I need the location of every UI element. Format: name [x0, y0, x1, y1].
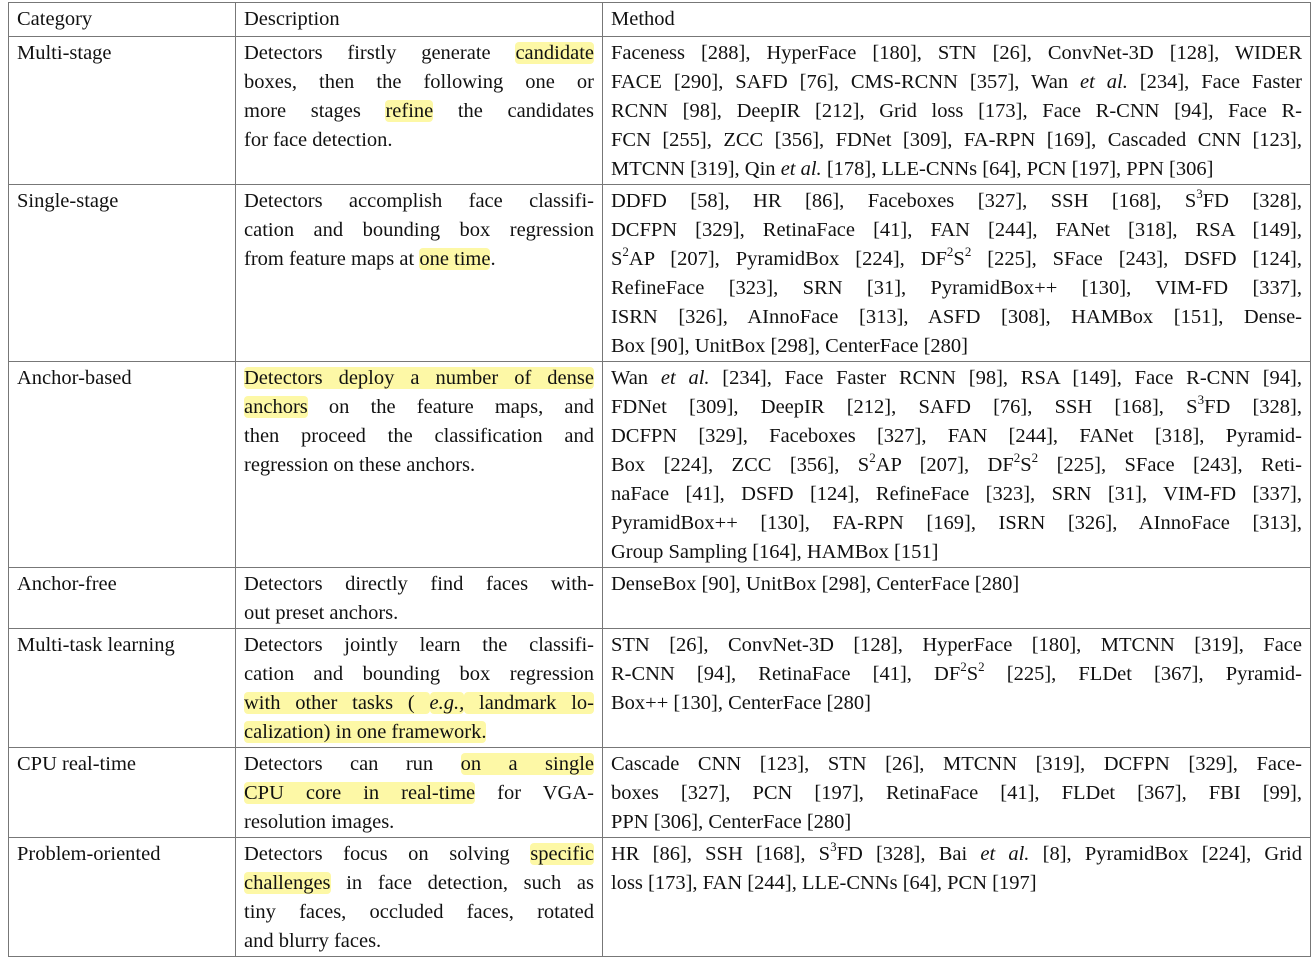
method-cell	[603, 185, 1311, 362]
highlighted-text: candidate	[515, 42, 594, 64]
table-row	[9, 185, 1311, 362]
highlighted-text: anchors	[244, 396, 308, 418]
text-line	[611, 39, 1302, 68]
text-segment: for face detection.	[244, 129, 393, 151]
header-method: Method	[603, 3, 1311, 37]
text-segment: Detectors jointly learn the classifi-	[244, 634, 594, 656]
text-line	[611, 509, 1302, 538]
text-segment: [234], Face Faster RCNN [98], RSA [149], Face R-CNN [94],	[709, 367, 1302, 389]
text-segment: and blurry faces.	[244, 930, 382, 952]
highlighted-text: landmark lo-	[464, 692, 594, 714]
highlighted-italic-text: e.g.,	[429, 692, 465, 714]
text-segment: PPN [306], CenterFace [280]	[611, 811, 852, 833]
highlighted-text: one time	[419, 248, 491, 270]
text-segment: AP [207], DF	[875, 454, 1014, 476]
text-line	[244, 779, 594, 808]
text-line	[611, 840, 1302, 869]
text-segment: STN [26], ConvNet-3D [128], HyperFace [180], MTCNN [319], Face	[611, 634, 1302, 656]
highlighted-text: calization) in one framework.	[244, 721, 487, 743]
text-segment: FD [328],	[1202, 190, 1302, 212]
text-segment: ISRN [326], AInnoFace [313], ASFD [308], HAMBox [151], Dense-	[611, 306, 1302, 328]
text-line	[244, 808, 594, 837]
text-segment: loss [173], FAN [244], LLE-CNNs [64], PCN [197]	[611, 872, 1037, 894]
table-row	[9, 37, 1311, 185]
superscript: 2	[964, 244, 972, 259]
text-line	[244, 245, 594, 274]
text-segment: FACE [290], SAFD [76], CMS-RCNN [357], Wan	[611, 71, 1081, 93]
superscript: 2	[946, 244, 954, 259]
text-line	[244, 750, 594, 779]
text-segment: RefineFace [323], SRN [31], PyramidBox++ [130], VIM-FD [337],	[611, 277, 1302, 299]
description-cell	[236, 748, 603, 838]
method-cell	[603, 838, 1311, 957]
category-cell: Anchor-based	[9, 362, 236, 568]
superscript: 2	[1031, 450, 1039, 465]
text-line	[611, 303, 1302, 332]
text-segment: Detectors directly find faces with-	[244, 573, 594, 595]
text-line	[244, 718, 594, 747]
text-segment: boxes [327], PCN [197], RetinaFace [41], FLDet [367], FBI [99],	[611, 782, 1302, 804]
text-segment: FD [328],	[1204, 396, 1303, 418]
category-cell: CPU real-time	[9, 748, 236, 838]
header-description: Description	[236, 3, 603, 37]
text-line	[611, 364, 1302, 393]
text-segment: for VGA-	[475, 782, 594, 804]
text-segment: Cascade CNN [123], STN [26], MTCNN [319], DCFPN [329], Face-	[611, 753, 1302, 775]
category-cell: Multi-task learning	[9, 629, 236, 748]
text-line	[611, 779, 1302, 808]
text-segment: R-CNN [94], RetinaFace [41], DF	[611, 663, 961, 685]
text-segment: naFace [41], DSFD [124], RefineFace [323], SRN [31], VIM-FD [337],	[611, 483, 1302, 505]
text-segment: resolution images.	[244, 811, 395, 833]
text-line	[611, 216, 1302, 245]
text-segment: .	[490, 248, 496, 270]
text-segment: S	[966, 663, 979, 685]
text-segment: RCNN [98], DeepIR [212], Grid loss [173], Face R-CNN [94], Face R-	[611, 100, 1302, 122]
description-cell	[236, 37, 603, 185]
text-line	[611, 97, 1302, 126]
text-segment: [8], PyramidBox [224], Grid	[1029, 843, 1302, 865]
text-line	[611, 538, 1302, 567]
text-line	[244, 451, 594, 480]
table-row	[9, 362, 1311, 568]
text-line	[244, 364, 594, 393]
text-line	[244, 68, 594, 97]
italic-text: et al.	[660, 367, 710, 389]
text-line	[611, 689, 1302, 718]
text-segment: from feature maps at	[244, 248, 420, 270]
text-segment: DDFD [58], HR [86], Faceboxes [327], SSH [168], S	[611, 190, 1197, 212]
superscript: 2	[622, 244, 629, 259]
text-line	[611, 155, 1302, 184]
text-line	[611, 660, 1302, 689]
text-line	[244, 840, 594, 869]
text-segment: cation and bounding box regression	[244, 663, 594, 685]
highlighted-text: with other tasks (	[244, 692, 430, 714]
text-line	[244, 660, 594, 689]
text-segment: Box [90], UnitBox [298], CenterFace [280]	[611, 335, 968, 357]
superscript: 2	[978, 659, 985, 674]
text-segment: S	[1020, 454, 1032, 476]
text-line	[244, 631, 594, 660]
highlighted-text: on a single	[460, 753, 594, 775]
text-line	[244, 422, 594, 451]
text-line	[611, 631, 1302, 660]
text-line	[611, 869, 1302, 898]
text-segment: S	[611, 248, 623, 270]
description-cell	[236, 568, 603, 629]
text-segment: FDNet [309], DeepIR [212], SAFD [76], SSH [168], S	[611, 396, 1198, 418]
text-segment: Detectors accomplish face classifi-	[244, 190, 594, 212]
text-segment: tiny faces, occluded faces, rotated	[244, 901, 594, 923]
description-cell	[236, 629, 603, 748]
text-line	[611, 808, 1302, 837]
description-cell	[236, 838, 603, 957]
text-segment: Group Sampling [164], HAMBox [151]	[611, 541, 939, 563]
text-segment: DenseBox [90], UnitBox [298], CenterFace [280]	[611, 573, 1020, 595]
category-cell: Single-stage	[9, 185, 236, 362]
superscript: 3	[830, 839, 837, 854]
text-line	[611, 422, 1302, 451]
text-segment: FD [328], Bai	[836, 843, 981, 865]
text-line	[611, 332, 1302, 361]
text-line	[611, 451, 1302, 480]
text-line	[244, 39, 594, 68]
text-line	[611, 245, 1302, 274]
text-segment: on the feature maps, and	[307, 396, 594, 418]
text-segment: [234], Face Faster	[1127, 71, 1302, 93]
text-segment: Box++ [130], CenterFace [280]	[611, 692, 871, 714]
text-segment: S	[953, 248, 965, 270]
text-segment: [225], SFace [243], DSFD [124],	[971, 248, 1302, 270]
text-line	[244, 216, 594, 245]
superscript: 3	[1196, 186, 1203, 201]
method-cell	[603, 748, 1311, 838]
text-line	[244, 898, 594, 927]
method-cell	[603, 37, 1311, 185]
italic-text: et al.	[780, 158, 822, 180]
table-row	[9, 568, 1311, 629]
text-line	[244, 599, 594, 628]
text-segment: DCFPN [329], Faceboxes [327], FAN [244], FANet [318], Pyramid-	[611, 425, 1302, 447]
table-header-row	[9, 3, 1311, 37]
text-segment: Detectors focus on solving	[244, 843, 531, 865]
table-row	[9, 838, 1311, 957]
highlighted-text: challenges	[244, 872, 331, 894]
text-line	[611, 393, 1302, 422]
text-segment: boxes, then the following one or	[244, 71, 594, 93]
text-segment: then proceed the classification and	[244, 425, 594, 447]
superscript: 2	[1013, 450, 1021, 465]
text-line	[611, 187, 1302, 216]
face-detector-category-table	[8, 2, 1311, 957]
text-segment: cation and bounding box regression	[244, 219, 594, 241]
method-cell	[603, 629, 1311, 748]
category-cell: Problem-oriented	[9, 838, 236, 957]
method-cell	[603, 568, 1311, 629]
text-segment: Box [224], ZCC [356], S	[611, 454, 870, 476]
table-row	[9, 629, 1311, 748]
table-row	[9, 748, 1311, 838]
text-segment: in face detection, such as	[330, 872, 594, 894]
text-segment: Wan	[611, 367, 661, 389]
text-line	[611, 274, 1302, 303]
text-line	[611, 750, 1302, 779]
text-segment: PyramidBox++ [130], FA-RPN [169], ISRN [326], AInnoFace [313],	[611, 512, 1302, 534]
italic-text: et al.	[1080, 71, 1128, 93]
text-segment: DCFPN [329], RetinaFace [41], FAN [244], FANet [318], RSA [149],	[611, 219, 1302, 241]
text-line	[611, 570, 1302, 599]
text-segment: the candidates	[433, 100, 594, 122]
text-segment: Detectors firstly generate	[244, 42, 516, 64]
highlighted-text: CPU core in real-time	[244, 782, 476, 804]
text-segment: HR [86], SSH [168], S	[611, 843, 831, 865]
text-line	[611, 68, 1302, 97]
superscript: 2	[869, 450, 876, 465]
method-cell	[603, 362, 1311, 568]
text-segment: MTCNN [319], Qin	[611, 158, 781, 180]
superscript: 2	[960, 659, 967, 674]
header-category: Category	[9, 3, 236, 37]
category-cell: Anchor-free	[9, 568, 236, 629]
text-line	[244, 126, 594, 155]
text-segment: [178], LLE-CNNs [64], PCN [197], PPN [306]	[821, 158, 1214, 180]
italic-text: et al.	[980, 843, 1030, 865]
text-segment: more stages	[244, 100, 386, 122]
description-cell	[236, 362, 603, 568]
superscript: 3	[1197, 392, 1205, 407]
text-segment: FCN [255], ZCC [356], FDNet [309], FA-RPN [169], Cascaded CNN [123],	[611, 129, 1302, 151]
text-segment: AP [207], PyramidBox [224], DF	[628, 248, 947, 270]
highlighted-text: refine	[385, 100, 434, 122]
text-segment: Faceness [288], HyperFace [180], STN [26], ConvNet-3D [128], WIDER	[611, 42, 1302, 64]
description-cell	[236, 185, 603, 362]
text-line	[611, 480, 1302, 509]
text-segment: out preset anchors.	[244, 602, 399, 624]
text-line	[244, 393, 594, 422]
text-segment: regression on these anchors.	[244, 454, 476, 476]
text-line	[244, 570, 594, 599]
text-line	[244, 187, 594, 216]
category-cell: Multi-stage	[9, 37, 236, 185]
text-line	[244, 689, 594, 718]
text-line	[611, 126, 1302, 155]
text-segment: [225], SFace [243], Reti-	[1038, 454, 1302, 476]
highlighted-text: Detectors deploy a number of dense	[244, 367, 594, 389]
highlighted-text: specific	[530, 843, 594, 865]
text-segment: [225], FLDet [367], Pyramid-	[984, 663, 1302, 685]
text-line	[244, 869, 594, 898]
text-line	[244, 97, 594, 126]
text-segment: Detectors can run	[244, 753, 461, 775]
